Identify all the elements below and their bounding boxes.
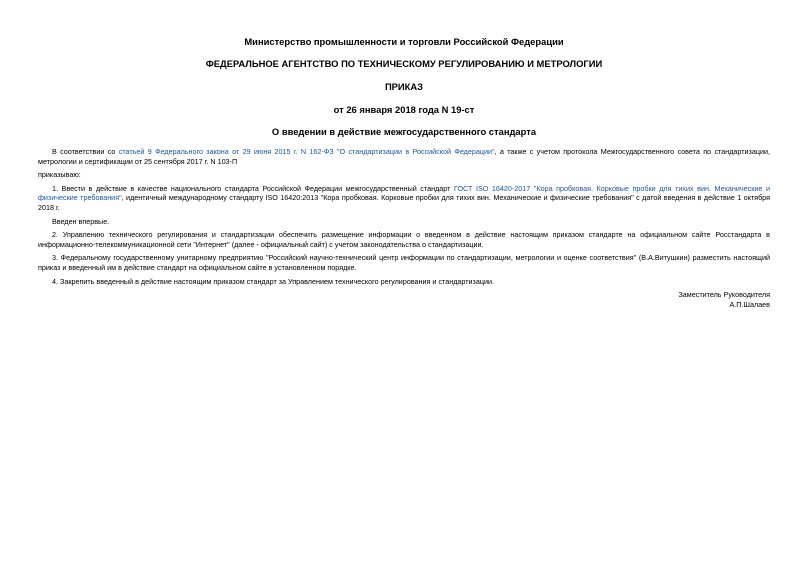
ministry-heading: Министерство промышленности и торговли Российской Федерации [244,36,564,47]
item-1-lead: 1. Ввести в действие в качестве национального стандарта Российской Федерации межгосударственный стандарт [52,183,454,193]
signature-block [38,290,770,310]
preamble-tail: , а также с учетом протокола Межгосударственного совета по стандартизации, метрологии и сертификации от 25 сентября 2017 г. N 103-П [38,147,770,166]
preamble-lead: В соответствии со [52,147,119,156]
preamble-paragraph [38,147,770,166]
item-2-paragraph: 2. Управлению технического регулирования и стандартизации обеспечить размещение информации о введенном в действие настоящим приказом стандарте на официальном сайте Росстандарта в информационно-телекоммуникационной сети "Интернет" (далее - официальный сайт) с учетом законодательства о стандартизации. [38,230,770,249]
gost-standard-link[interactable]: ГОСТ ISO 16420-2017 "Кора пробковая. Корковые пробки для тихих вин. Механические и физические требования" [38,183,770,203]
document-type-heading: ПРИКАЗ [384,81,424,92]
item-1-paragraph [38,184,770,213]
item-1-tail: , идентичный международному стандарту ISO 16420:2013 "Кора пробковая. Корковые пробки для тихих вин. Механические и физические требования" с датой введения в действие 1 октября 2018 г. [38,193,770,212]
item-4-paragraph: 4. Закрепить введенный в действие настоящим приказом стандарт за Управлением технического регулирования и стандартизации. [52,276,494,286]
signature-position: Заместитель Руководителя [678,290,770,300]
order-word-paragraph: приказываю: [38,170,81,180]
item-3-paragraph: 3. Федеральному государственному унитарному предприятию "Российский научно-технический центр информации по стандартизации, метрологии и оценке соответствия" (В.А.Витушкин) разместить настоящий приказ и введенный им в действие стандарт на официальном сайте в установленном порядке. [38,253,770,272]
date-number-heading: от 26 января 2018 года N 19-ст [333,104,475,115]
document-page [38,32,770,310]
signature-name: А.П.Шалаев [729,300,770,310]
agency-heading: ФЕДЕРАЛЬНОЕ АГЕНТСТВО ПО ТЕХНИЧЕСКОМУ РЕГУЛИРОВАНИЮ И МЕТРОЛОГИИ [205,58,603,69]
document-body [38,147,770,286]
first-time-note: Введен впервые. [52,216,110,226]
law-article-link[interactable]: статьей 9 Федерального закона от 29 июня 2015 г. N 162-ФЗ "О стандартизации в Российской Федерации" [118,147,495,156]
subject-heading: О введении в действие межгосударственного стандарта [271,126,537,137]
